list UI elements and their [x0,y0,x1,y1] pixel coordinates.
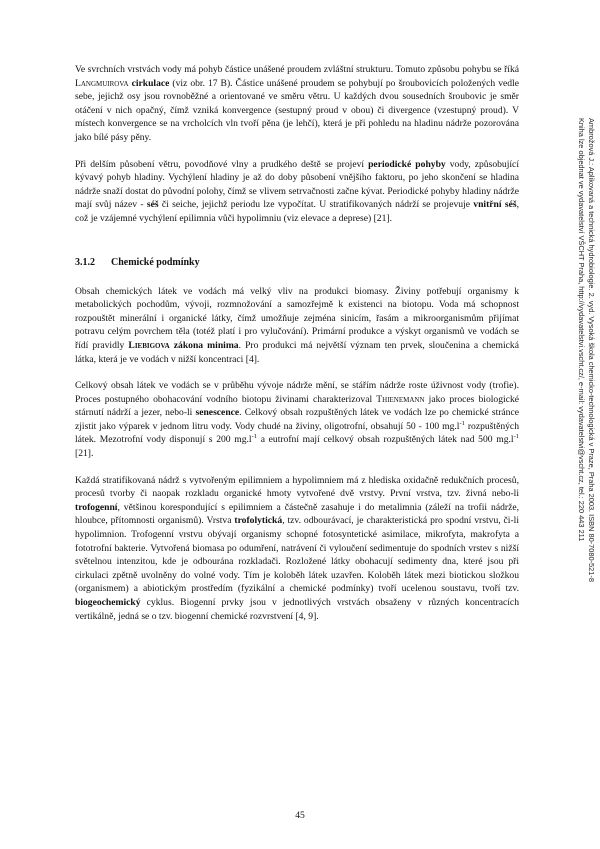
person-name-thienemann: Thienemann [376,393,425,405]
term-biogeochemical: biogeochemický [75,597,141,608]
term-trophogenic: trofogenní [75,501,118,513]
section-number: 3.1.2 [75,256,95,268]
copyright-sidenote [576,118,596,638]
paragraph-stratification: Každá stratifikovaná nádrž s vytvořeným epilimniem a hypolimniem má z hlediska oxidačně redukčních procesů, procesů tvorby či naopak rozkladu organické hmoty vytvořené dvě vrstvy. První vrstva, tzv. živná nebo-li trofogenní, většinou korespondující s epilimniem a částečně zasahuje i do metalimnia (záleží na trofii nádrže, hloubce, přítomnosti organismů). Vrstva trofolytická, tzv. odbourávací, je charakteristická pro spodní vrstvu, či-li hypolimnion. Trofogenní vrstvu obývají organismy schopné fotosyntetické asimilace, mikrofyta, makrofyta a fototrofní bakterie. Vytvořená biomasa po odumření, natrávení či vyloučení sedimentuje do spodních vrstev s nižší světelnou intenzitou, kde je odbourána rozkladači. Rozložené látky obohacují sedimenty dna, které jsou při cirkulaci zpětně uvolněny do volné vody. Tím je koloběh látek uzavřen. Koloběh látek mezi biotickou složkou (organismem) a abiotickým prostředím (fyzikální a chemické podmínky) tvoří ucelenou soustavu, tvoří tzv. biogeochemický cyklus. Biogenní prvky jsou v jednotlivých vrstvách obsaženy v různých koncentracích vertikálně, jedná se o tzv. biogenní chemické rozvrstvení [4, 9]. [75,474,519,622]
term-law-minimum: zákona minima [173,339,239,351]
paragraph-periodic-motion: Při delším působení větru, povodňové vlny a prudkého deště se projeví periodické pohyby vody, způsobující kývavý pohyb hladiny. Vychýlení hladiny je až do doby působení vnějšího faktoru, po jeho skončení se hladina nádrže snaží dostat do původní polohy, čímž se vlivem setrvačnosti začne kývat. Periodické pohyby hladiny nádrže mají svůj název - séš či seiche, jejichž periodu lze vypočítat. U stratifikovaných nádrží se projevuje vnitřní séš, což je vzájemné vychýlení epilimnia vůči hypolimniu (viz elevace a deprese) [21]. [75,158,519,224]
paragraph-chemical-content: Obsah chemických látek ve vodách má velký vliv na produkci biomasy. Živiny potřebují organismy k metabolických pochodům, vývoji, rozmnožování a samozřejmě k existenci na biotopu. Voda má schopnost rozpouštět minerální i organické látky, čímž umožňuje zejména sinicím, řasám a mikroorganismům přijímat potravu celým povrchem těla (totéž platí i pro vylučování). Primární produkce a výskyt organismů ve vodách se řídí pravidly Liebigova zákona minima. Pro produkci má největší význam ten prvek, sloučenina a chemická látka, která je ve vodách v nižší koncentraci [4]. [75,285,519,365]
page-content [75,63,519,623]
sidenote-order-info: Kniha lze objednat ve vydavatelství VŠCHT Praha, http://vydavatelstvi.vscht.cz/, e-mail: vydavatelstvi@vscht.cz, tel.: 220 443 211 [577,118,586,542]
term-seiche: séš [146,199,159,211]
paragraph-langmuir: Ve svrchních vrstvách vody má pohyb částice unášené proudem zvláštní strukturu. Tomuto způsobu pohybu se říká Langmuirova cirkulace (viz obr. 17 B). Částice unášené proudem se pohybují po šroubovicích položených vedle sebe, jejichž osy jsou rovnoběžné a orientované ve směru větru. U každých dvou sousedních šroubovic je směr otáčení v nich opačný, čímž vzniká konvergence (sestupný proud v obou) či divergence (vzestupný proud). V místech konvergence se na vrcholcích vln tvoří pěna (je lehčí), která je při pohledu na hladinu nádrže pozorována jako bílé pásy pěny. [75,64,519,143]
term-tropholytic: trofolytická [234,515,283,527]
paragraph-trophy: Celkový obsah látek ve vodách se v průběhu vývoje nádrže mění, se stářím nádrže roste úživnost vody (trofie). Proces postupného obohacování vodního biotopu živinami charakterizoval Thienemann jako proces biologické stárnutí nádrží a jezer, nebo-li senescence. Celkový obsah rozpuštěných látek ve vodách lze po chemické stránce zjistit jako výparek v jednom litru vody. Vody chudé na živiny, oligotrofní, obsahují 50 - 100 $mg.l^{-1}$ rozpuštěných látek. Mezotrofní vody disponují s 200 $mg.l^{-1}$ a eutrofní mají celkový obsah rozpuštěných látek nad 500 $mg.l^{-1}$ [21]. [75,380,520,460]
sidenote-citation: Ambrožová J.: Aplikovaná a technická hydrobiologie. 2. vyd. Vysoká škola chemicko-technologická v Praze, Praha 2003. ISBN 80-7080-521-8 [587,118,596,582]
person-name-langmuir: Langmuirova [75,77,129,89]
page-number: 45 [295,810,305,821]
term-senescence: senescence [195,407,240,419]
section-heading [75,256,519,270]
person-name-liebig: Liebigova [128,339,170,351]
section-title: Chemické podmínky [111,256,200,268]
term-circulation: cirkulace [131,77,170,89]
term-internal-seiche: vnitřní séš [473,199,517,211]
term-periodic-motion: periodické pohyby [368,158,446,170]
